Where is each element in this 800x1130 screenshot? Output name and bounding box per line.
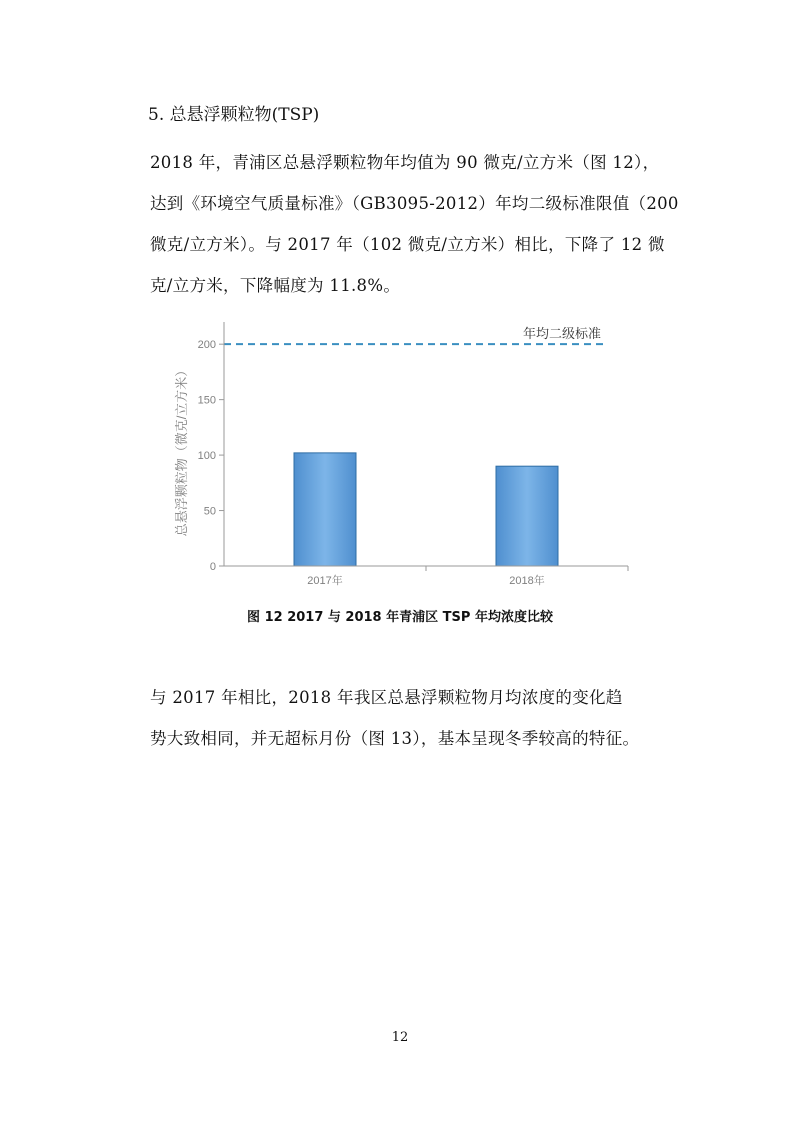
tsp-bar-chart — [150, 310, 640, 595]
y-tick-label: 100 — [197, 450, 216, 463]
y-tick-label: 150 — [197, 394, 216, 407]
paragraph-tsp-summary — [150, 142, 680, 306]
paragraph-line: 达到《环境空气质量标准》（GB3095-2012）年均二级标准限值（200 — [150, 194, 679, 213]
paragraph-line: 微克/立方米）。与 2017 年（102 微克/立方米）相比，下降了 12 微 — [150, 235, 665, 254]
page-number: 12 — [391, 1030, 409, 1045]
paragraph-monthly-trend — [150, 677, 680, 759]
bar-2 — [496, 466, 558, 566]
y-tick-label: 0 — [209, 561, 216, 573]
section-heading: 5. 总悬浮颗粒物(TSP) — [148, 105, 320, 125]
paragraph-line: 与 2017 年相比，2018 年我区总悬浮颗粒物月均浓度的变化趋 — [150, 688, 623, 707]
figure-caption: 图 12 2017 与 2018 年青浦区 TSP 年均浓度比较 — [247, 610, 553, 625]
paragraph-line: 2018 年，青浦区总悬浮颗粒物年均值为 90 微克/立方米（图 12）， — [150, 153, 660, 172]
y-axis-label: 总悬浮颗粒物（微克/立方米） — [174, 363, 189, 537]
x-tick-label: 2017年 — [307, 575, 343, 587]
paragraph-line: 势大致相同，并无超标月份（图 13），基本呈现冬季较高的特征。 — [150, 729, 640, 748]
paragraph-line: 克/立方米，下降幅度为 11.8%。 — [150, 276, 401, 295]
reference-line-label: 年均二级标准 — [522, 326, 602, 342]
y-tick-label: 200 — [197, 339, 216, 352]
y-tick-label: 50 — [203, 505, 216, 518]
bar-1 — [294, 453, 356, 566]
x-tick-label: 2018年 — [509, 575, 545, 587]
